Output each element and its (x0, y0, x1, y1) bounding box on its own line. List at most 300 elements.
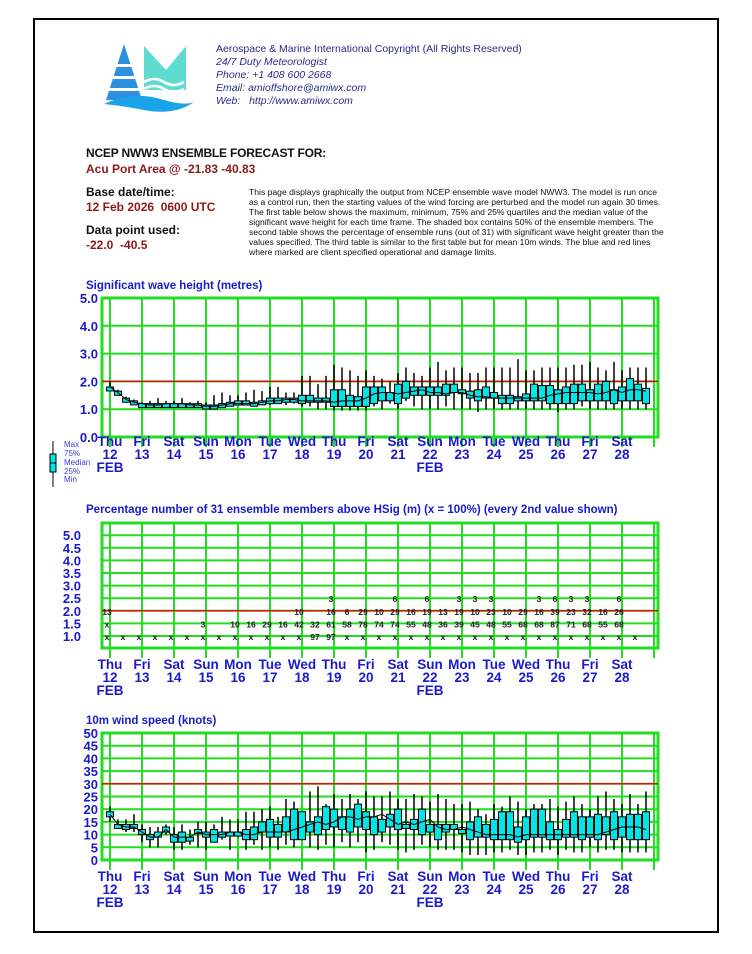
pct-chart-cell: x (296, 632, 302, 642)
wind-chart-box (403, 824, 410, 828)
pct-chart-cell: x (440, 632, 446, 642)
pct-chart-day-name: Fri (581, 657, 599, 672)
wave-chart-box (403, 381, 410, 398)
wind-chart-box (547, 822, 554, 840)
pct-chart-cell: 16 (598, 606, 608, 617)
pct-chart-day-name: Sun (193, 657, 219, 672)
wind-chart-day-number: 16 (230, 882, 246, 897)
wind-chart-box (371, 817, 378, 835)
pct-chart-cell: 6 (392, 594, 398, 605)
wind-chart-box (571, 812, 578, 837)
forecast-location: Acu Port Area @ -21.83 -40.83 (86, 162, 256, 176)
wind-chart-day-number: 12 (102, 882, 118, 897)
wave-chart-day-number: 18 (294, 447, 310, 462)
pct-chart-cell: x (456, 632, 462, 642)
wave-chart-box (331, 390, 338, 407)
pct-chart-cell: 23 (486, 606, 496, 617)
pct-chart-cell: 68 (518, 619, 528, 630)
wind-chart-ytick: 0 (90, 853, 98, 868)
pct-chart-cell: x (248, 632, 254, 642)
pct-chart-cell: 3 (584, 594, 590, 605)
wind-chart-box (211, 830, 218, 843)
pct-chart-cell: 16 (278, 619, 288, 630)
web-link[interactable]: Web: http://www.amiwx.com (216, 95, 353, 107)
pct-chart-cell: 29 (390, 606, 400, 617)
wave-chart-ytick: 5.0 (79, 291, 98, 306)
pct-chart-day-name: Sun (417, 657, 443, 672)
wind-chart-box (475, 817, 482, 837)
wind-chart-day-number: 23 (454, 882, 470, 897)
pct-chart-cell: x (136, 632, 142, 642)
wind-chart-day-number: 21 (390, 882, 406, 897)
pct-chart-day-name: Fri (357, 657, 375, 672)
wind-chart-day-number: 26 (550, 882, 566, 897)
pct-chart-cell: 10 (470, 606, 480, 617)
pct-chart-cell: 48 (486, 619, 496, 630)
pct-chart-cell: x (264, 632, 270, 642)
pct-chart-day-name: Mon (224, 657, 252, 672)
wave-chart-box (523, 394, 530, 401)
pct-chart-cell: x (216, 632, 222, 642)
wind-chart-box (491, 819, 498, 839)
wind-chart-day-name: Tue (258, 869, 282, 884)
wave-chart-box (587, 390, 594, 401)
pct-chart-day-number: 26 (550, 670, 566, 685)
wind-chart-day-name: Fri (581, 869, 599, 884)
pct-chart-cell: 68 (534, 619, 544, 630)
wave-chart-day-name: Fri (357, 434, 375, 449)
wave-chart-day-number: 28 (614, 447, 630, 462)
wind-chart-box (395, 809, 402, 829)
wave-chart-day-number: 21 (390, 447, 406, 462)
pct-chart-ytick: 1.0 (62, 629, 81, 644)
pct-chart-month-label: FEB (96, 683, 124, 698)
wind-chart-box (171, 835, 178, 843)
pct-chart-cell: 16 (406, 606, 416, 617)
wind-chart-box (579, 817, 586, 840)
wind-chart-box (595, 814, 602, 839)
wind-chart-ytick: 5 (90, 840, 98, 856)
pct-chart-cell: 97 (310, 632, 320, 642)
wind-chart-box (131, 824, 138, 828)
wave-chart-box (171, 404, 178, 408)
pct-chart-cell: 6 (616, 594, 622, 605)
wave-chart-day-name: Mon (224, 434, 252, 449)
wave-chart-day-name: Wed (511, 434, 541, 449)
wave-chart-day-number: 20 (358, 447, 374, 462)
wind-chart-day-name: Wed (511, 869, 541, 884)
wind-chart-day-number: 20 (358, 882, 374, 897)
wave-chart-month-label: FEB (416, 460, 444, 475)
wave-chart-box (339, 390, 346, 407)
pct-chart-cell: 6 (344, 606, 350, 617)
pct-chart-day-number: 12 (102, 670, 118, 685)
pct-chart-cell: 29 (262, 619, 272, 630)
wind-chart-day-number: 18 (294, 882, 310, 897)
pct-chart-cell: 16 (326, 606, 336, 617)
pct-chart-day-number: 22 (422, 670, 438, 685)
pct-chart-ytick: 4.0 (62, 553, 81, 569)
pct-chart-cell: 29 (358, 606, 368, 617)
pct-chart-cell: 87 (550, 619, 560, 630)
wind-chart-day-number: 13 (134, 882, 150, 897)
pct-chart-cell: 16 (534, 606, 544, 617)
wave-chart-day-name: Mon (448, 434, 476, 449)
pct-chart-cell: 10 (502, 606, 512, 617)
wave-chart-day-number: 25 (518, 447, 534, 462)
data-point-value: -22.0 -40.5 (86, 238, 148, 252)
pct-chart-day-number: 27 (582, 670, 598, 685)
pct-chart-cell: 39 (454, 619, 464, 630)
wave-chart-day-name: Tue (482, 434, 506, 449)
wind-chart-month-label: FEB (96, 895, 124, 910)
wind-chart-day-number: 22 (422, 882, 438, 897)
wave-chart-day-number: 12 (102, 447, 118, 462)
wind-chart-box (331, 809, 338, 827)
wave-chart-box (387, 393, 394, 401)
pct-chart-day-number: 20 (358, 670, 374, 685)
wave-chart-box (507, 395, 514, 403)
wave-chart-ytick: 0.0 (79, 430, 98, 445)
wind-chart-day-name: Sun (193, 869, 219, 884)
wind-chart-box (379, 819, 386, 832)
wave-chart-box (571, 384, 578, 403)
pct-chart-ytick: 4.5 (62, 540, 81, 556)
wave-chart-box (515, 397, 522, 401)
wave-chart-day-name: Sat (387, 434, 409, 449)
pct-chart-cell: x (584, 632, 590, 642)
wave-chart-ytick: 3.0 (79, 346, 98, 362)
wind-chart-day-name: Thu (321, 869, 347, 884)
pct-chart-day-number: 25 (518, 670, 534, 685)
wind-chart-title: 10m wind speed (knots) (86, 715, 217, 727)
wind-chart-box (427, 824, 434, 832)
wave-chart-day-number: 17 (262, 447, 278, 462)
pct-chart-cell: x (200, 632, 206, 642)
wind-chart-day-name: Thu (545, 869, 571, 884)
wind-chart-day-name: Thu (97, 869, 123, 884)
pct-chart-cell: x (600, 632, 606, 642)
wind-chart-box (531, 809, 538, 837)
wave-chart-day-number: 19 (326, 447, 342, 462)
wave-chart-box (475, 390, 482, 401)
pct-chart-cell: x (376, 632, 382, 642)
wind-chart-day-number: 15 (198, 882, 214, 897)
wave-chart-day-name: Sat (163, 434, 185, 449)
wind-chart-ytick: 30 (83, 776, 98, 792)
pct-chart-cell: x (360, 632, 366, 642)
pct-chart-cell: 78 (358, 619, 368, 630)
pct-chart-cell: x (616, 632, 622, 642)
pct-chart-day-number: 28 (614, 670, 630, 685)
wind-chart-day-name: Sat (611, 869, 633, 884)
wave-chart-box (595, 384, 602, 401)
wave-chart-day-name: Tue (258, 434, 282, 449)
pct-chart-cell: 39 (550, 606, 560, 617)
wind-chart-day-number: 25 (518, 882, 534, 897)
wind-chart-ytick: 40 (83, 751, 98, 767)
wave-chart-box (611, 390, 618, 404)
wave-chart-day-number: 24 (486, 447, 502, 462)
wave-chart-day-name: Thu (321, 434, 347, 449)
pct-chart-cell: 32 (582, 606, 592, 617)
pct-chart-day-number: 15 (198, 670, 214, 685)
pct-chart-cell: x (520, 632, 526, 642)
pct-chart-cell: 45 (470, 619, 480, 630)
pct-chart-cell: 13 (102, 606, 112, 617)
pct-chart-cell: x (536, 632, 542, 642)
base-date-value: 12 Feb 2026 0600 UTC (86, 200, 216, 214)
wind-chart-ytick: 20 (83, 802, 98, 818)
wind-chart-box (643, 812, 650, 840)
phone: Phone: +1 408 600 2668 (216, 69, 332, 81)
wind-chart-box (515, 827, 522, 842)
pct-chart-cell: x (232, 632, 238, 642)
wave-chart-box (435, 387, 442, 395)
wind-chart-box (323, 807, 330, 830)
wind-chart-box (363, 812, 370, 830)
pct-chart-cell: 55 (502, 619, 512, 630)
wind-chart-box (283, 817, 290, 832)
pct-chart-cell: 3 (568, 594, 574, 605)
wave-chart-day-name: Sat (611, 434, 633, 449)
wave-chart-day-name: Sun (193, 434, 219, 449)
wind-chart-day-name: Sun (417, 869, 443, 884)
legend-median: Median (64, 458, 91, 467)
wave-chart-day-number: 14 (166, 447, 182, 462)
description-text: This page displays graphically the output from NCEP ensemble wave model NWW3. The model is run once as a control run, then the starting values of the wind forcing are perturbed and the model run again 30 times. The first table below shows the maximum, minimum, 75% and 25% quartiles and the median value of the significant wave height for each time frame. The shaded box contains 50% of the ensemble members. The second table shows the percentage of ensemble runs (out of 31) with significant wave height greater than the values specified. The third table is similar to the first table but for mean 10m winds. The blue and red lines where marked are client specified operational and damage limits. (249, 187, 664, 257)
pct-chart-ytick: 2.5 (62, 591, 81, 607)
pct-chart-cell: 23 (566, 606, 576, 617)
pct-chart-cell: 71 (566, 619, 576, 630)
wave-chart-ytick: 1.0 (79, 402, 98, 418)
pct-chart-cell: x (552, 632, 558, 642)
pct-chart-day-name: Wed (511, 657, 541, 672)
pct-chart-cell: 97 (326, 632, 336, 642)
pct-chart-cell: 32 (310, 619, 320, 630)
email[interactable]: Email: amioffshore@amiwx.com (216, 82, 367, 94)
pct-chart-cell: x (120, 632, 126, 642)
pct-chart-ytick: 2.0 (62, 603, 81, 619)
pct-chart-day-number: 14 (166, 670, 182, 685)
pct-chart-cell: 29 (518, 606, 528, 617)
pct-chart-cell: 55 (406, 619, 416, 630)
pct-chart-day-name: Sat (611, 657, 633, 672)
pct-chart-cell: 48 (422, 619, 432, 630)
wave-chart-box (619, 387, 626, 401)
wind-chart-day-number: 14 (166, 882, 182, 897)
pct-chart-day-number: 13 (134, 670, 150, 685)
pct-chart-day-name: Tue (258, 657, 282, 672)
pct-chart-cell: 6 (552, 594, 558, 605)
wave-chart-day-name: Fri (133, 434, 151, 449)
pct-chart-cell: x (280, 632, 286, 642)
legend-q75: 75% (64, 449, 81, 458)
pct-chart-cell: 61 (326, 619, 336, 630)
pct-chart-cell: x (472, 632, 478, 642)
wind-chart-box (291, 809, 298, 839)
pct-chart-day-number: 23 (454, 670, 470, 685)
pct-chart-cell: 3 (536, 594, 542, 605)
pct-chart-day-name: Sat (387, 657, 409, 672)
wave-chart-box (243, 401, 250, 405)
pct-chart-cell: 19 (454, 606, 464, 617)
pct-chart-ytick: 3.0 (62, 578, 81, 594)
pct-chart-cell: 3 (328, 594, 334, 605)
pct-chart-day-name: Mon (448, 657, 476, 672)
pct-chart-day-number: 17 (262, 670, 278, 685)
wave-chart-box (235, 401, 242, 405)
wave-chart-month-label: FEB (96, 460, 124, 475)
pct-chart-ytick: 1.5 (62, 616, 81, 632)
pct-chart-cell: x (104, 632, 110, 642)
wave-chart-day-name: Fri (581, 434, 599, 449)
wave-chart-box (355, 397, 362, 407)
wave-chart-day-number: 26 (550, 447, 566, 462)
pct-chart-day-name: Sat (163, 657, 185, 672)
wave-chart-box (603, 381, 610, 400)
wind-chart-month-label: FEB (416, 895, 444, 910)
wind-chart-day-name: Tue (482, 869, 506, 884)
wind-chart-day-name: Sat (163, 869, 185, 884)
wind-chart-box (611, 812, 618, 840)
pct-chart-cell: x (568, 632, 574, 642)
wind-chart-day-name: Fri (357, 869, 375, 884)
wind-chart-day-name: Sat (387, 869, 409, 884)
wave-chart-ytick: 4.0 (79, 318, 98, 334)
pct-chart-month-label: FEB (416, 683, 444, 698)
base-date-label: Base date/time: (86, 185, 175, 199)
wind-chart-ytick: 45 (83, 738, 98, 754)
pct-chart-cell: 3 (456, 594, 462, 605)
legend-min: Min (64, 475, 77, 484)
wind-chart-day-number: 19 (326, 882, 342, 897)
pct-chart-day-number: 16 (230, 670, 246, 685)
wave-chart-day-number: 13 (134, 447, 150, 462)
duty-meteorologist: 24/7 Duty Meteorologist (216, 56, 327, 68)
pct-chart-cell: 74 (390, 619, 400, 630)
wind-chart-box (523, 817, 530, 840)
wind-chart-day-name: Fri (133, 869, 151, 884)
pct-chart-ytick: 3.5 (62, 566, 81, 581)
wind-chart-box (267, 819, 274, 837)
wave-chart-box (379, 387, 386, 401)
pct-chart-cell: 68 (614, 619, 624, 630)
wind-chart-box (499, 812, 506, 840)
wave-chart-box (499, 395, 506, 403)
data-point-label: Data point used: (86, 223, 181, 237)
wind-chart-box (587, 817, 594, 837)
pct-chart-cell: 68 (582, 619, 592, 630)
pct-chart-cell: 42 (294, 619, 304, 630)
pct-chart-day-number: 18 (294, 670, 310, 685)
pct-chart-cell: x (504, 632, 510, 642)
wave-chart-box (451, 384, 458, 392)
pct-chart-day-name: Thu (97, 657, 123, 672)
wind-chart-day-number: 24 (486, 882, 502, 897)
pct-chart-cell: 19 (422, 606, 432, 617)
company-copyright: Aerospace & Marine International Copyright (All Rights Reserved) (216, 43, 522, 55)
wind-chart-ytick: 15 (83, 814, 98, 830)
wind-chart-day-number: 27 (582, 882, 598, 897)
wave-chart-day-name: Sun (417, 434, 443, 449)
pct-chart-cell: 10 (294, 606, 304, 617)
pct-chart-cell: 3 (200, 619, 206, 630)
wave-chart-day-name: Thu (545, 434, 571, 449)
pct-chart-cell: x (408, 632, 414, 642)
pct-chart-cell: 6 (424, 594, 430, 605)
wave-chart-day-name: Wed (287, 434, 317, 449)
wind-chart-day-name: Wed (287, 869, 317, 884)
legend-max: Max (64, 440, 80, 449)
wind-chart-box (259, 822, 266, 832)
pct-chart-cell: 74 (374, 619, 384, 630)
pct-chart-ytick: 5.0 (62, 528, 81, 544)
pct-chart-cell: 10 (374, 606, 384, 617)
wind-chart-box (275, 824, 282, 837)
pct-chart-cell: x (184, 632, 190, 642)
wind-chart-day-name: Mon (224, 869, 252, 884)
wave-chart-box (563, 387, 570, 404)
pct-chart-cell: 26 (614, 606, 624, 617)
wind-chart-box (459, 830, 466, 834)
pct-chart-day-name: Wed (287, 657, 317, 672)
pct-chart-cell: 3 (472, 594, 478, 605)
wind-chart-ytick: 25 (83, 789, 98, 805)
wave-chart-box (427, 387, 434, 395)
pct-chart-title: Percentage number of 31 ensemble members above HSig (m) (x = 100%) (every 2nd value shown) (86, 504, 618, 516)
wave-chart-day-name: Thu (97, 434, 123, 449)
wave-chart-box (635, 384, 642, 401)
wind-chart-ytick: 35 (83, 764, 98, 780)
pct-chart-cell: x (488, 632, 494, 642)
wave-chart-title: Significant wave height (metres) (86, 280, 263, 292)
pct-chart-day-name: Tue (482, 657, 506, 672)
wind-chart-box (539, 809, 546, 837)
pct-chart-day-name: Thu (321, 657, 347, 672)
pct-chart-cell: 55 (598, 619, 608, 630)
pct-chart-cell: 58 (342, 619, 352, 630)
pct-chart-cell: x (392, 632, 398, 642)
pct-chart-cell: 13 (438, 606, 448, 617)
wind-chart-box (347, 809, 354, 832)
pct-chart-cell: 3 (488, 594, 494, 605)
wind-chart-box (483, 824, 490, 837)
wind-chart-ytick: 10 (83, 827, 98, 843)
wave-chart-day-number: 22 (422, 447, 438, 462)
wave-chart-box (419, 387, 426, 395)
legend-q25: 25% (64, 467, 81, 476)
wind-chart-box (315, 817, 322, 835)
wave-chart-day-number: 16 (230, 447, 246, 462)
wind-chart-day-number: 17 (262, 882, 278, 897)
wave-chart-ytick: 2.0 (79, 374, 98, 390)
pct-chart-day-number: 21 (390, 670, 406, 685)
wave-chart-day-number: 15 (198, 447, 214, 462)
wind-chart-day-name: Mon (448, 869, 476, 884)
wind-chart-day-number: 28 (614, 882, 630, 897)
wind-chart-box (355, 804, 362, 827)
wind-chart-ytick: 50 (83, 726, 98, 741)
wave-chart-day-number: 27 (582, 447, 598, 462)
pct-chart-cell: x (152, 632, 158, 642)
pct-chart-day-number: 19 (326, 670, 342, 685)
wave-chart-box (299, 395, 306, 403)
wind-chart-box (187, 837, 194, 841)
pct-chart-day-name: Fri (133, 657, 151, 672)
pct-chart-day-number: 24 (486, 670, 502, 685)
wave-chart-day-number: 23 (454, 447, 470, 462)
